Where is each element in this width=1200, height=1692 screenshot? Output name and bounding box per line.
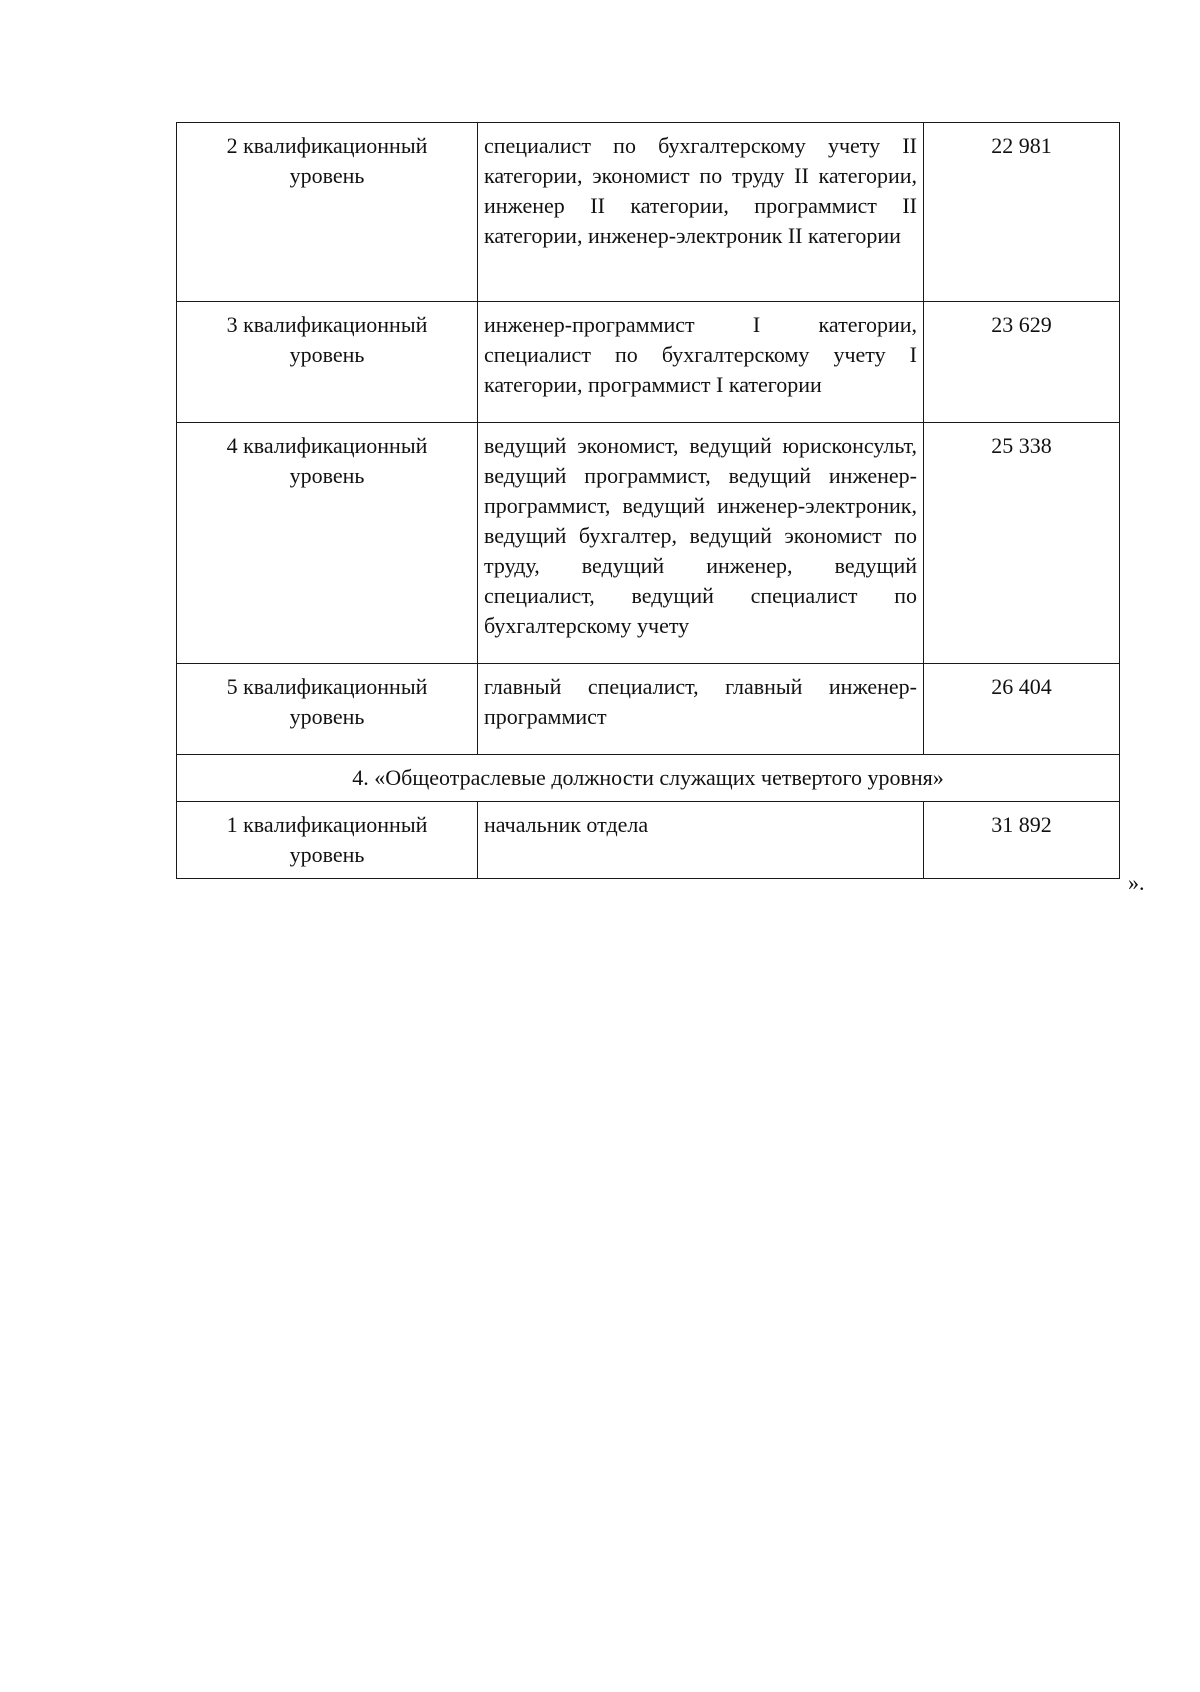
qualification-level-cell — [177, 802, 478, 879]
positions-cell: начальник отдела — [478, 802, 924, 879]
salary-cell: 31 892 — [924, 802, 1120, 879]
salary-table — [176, 122, 1120, 879]
salary-cell: 25 338 — [924, 423, 1120, 664]
qualification-level-cell — [177, 123, 478, 302]
salary-cell: 23 629 — [924, 302, 1120, 423]
qualification-level-label: 2 квалификационный — [226, 133, 428, 158]
table-row — [177, 802, 1120, 879]
qualification-level-label: 4 квалификационный — [226, 433, 428, 458]
positions-cell: главный специалист, главный инженер-программист — [478, 664, 924, 755]
qualification-level-label: 3 квалификационный — [226, 312, 428, 337]
qualification-level-word: уровень — [289, 163, 365, 188]
positions-cell: специалист по бухгалтерскому учету II категории, экономист по труду II категории, инженер II категории, программист II категории, инженер-электроник II категории — [478, 123, 924, 302]
salary-cell: 22 981 — [924, 123, 1120, 302]
qualification-level-word: уровень — [289, 842, 365, 867]
closing-quote-mark: ». — [1128, 870, 1145, 895]
table-row — [177, 302, 1120, 423]
qualification-level-label: 5 квалификационный — [226, 674, 428, 699]
table-row — [177, 123, 1120, 302]
salary-cell: 26 404 — [924, 664, 1120, 755]
section-header-row — [177, 755, 1120, 802]
qualification-level-cell — [177, 664, 478, 755]
qualification-level-cell — [177, 423, 478, 664]
qualification-level-word: уровень — [289, 342, 365, 367]
positions-cell: инженер-программист I категории, специалист по бухгалтерскому учету I категории, программист I категории — [478, 302, 924, 423]
qualification-level-cell — [177, 302, 478, 423]
qualification-level-word: уровень — [289, 463, 365, 488]
qualification-level-label: 1 квалификационный — [226, 812, 428, 837]
table-row — [177, 664, 1120, 755]
qualification-level-word: уровень — [289, 704, 365, 729]
positions-cell: ведущий экономист, ведущий юрисконсульт, ведущий программист, ведущий инженер-программист, ведущий инженер-электроник, ведущий бухгалтер, ведущий экономист по труду, ведущий инженер, ведущий специалист, ведущий специалист по бухгалтерскому учету — [478, 423, 924, 664]
section-header: 4. «Общеотраслевые должности служащих четвертого уровня» — [177, 755, 1120, 802]
table-row — [177, 423, 1120, 664]
